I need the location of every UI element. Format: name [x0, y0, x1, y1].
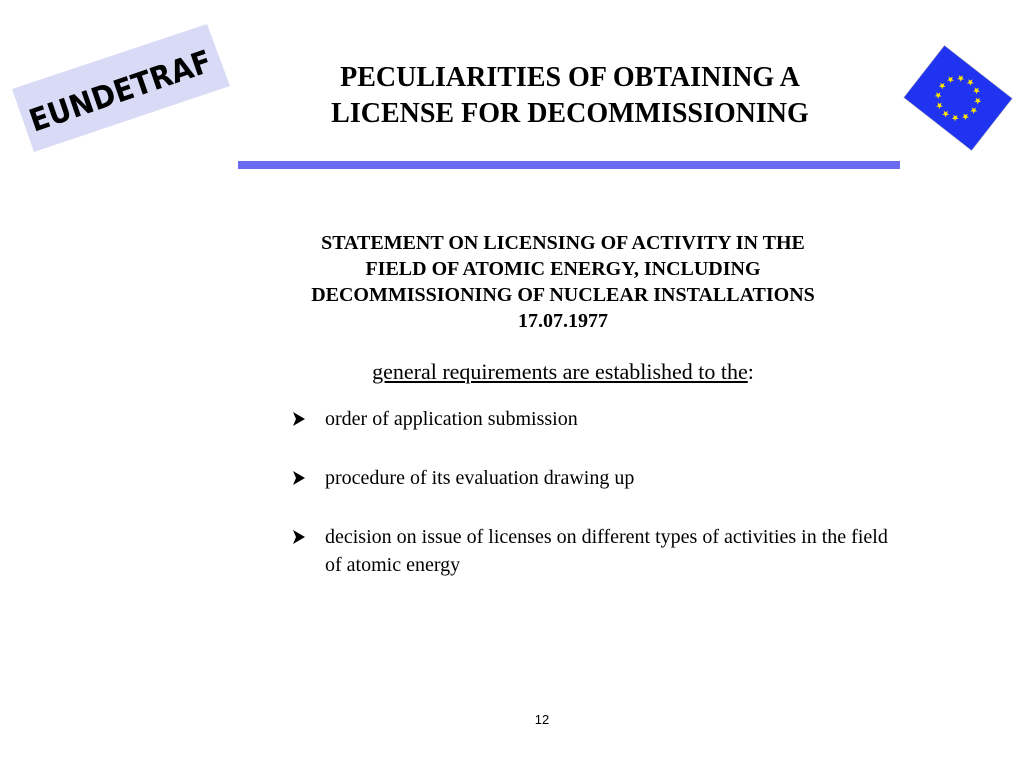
- requirements-intro-text: general requirements are established to the: [372, 359, 748, 384]
- eu-flag-graphic: [900, 42, 1020, 154]
- arrow-bullet-icon: [293, 471, 305, 485]
- list-item: [293, 523, 893, 579]
- statement-heading: [222, 230, 904, 334]
- title-line-2: LICENSE FOR DECOMMISSIONING: [331, 98, 809, 129]
- list-item: [293, 405, 893, 433]
- arrow-bullet-icon: [293, 412, 305, 426]
- statement-line-2: FIELD OF ATOMIC ENERGY, INCLUDING: [365, 258, 761, 280]
- statement-line-3: DECOMMISSIONING OF NUCLEAR INSTALLATIONS: [311, 284, 815, 306]
- list-item-text: decision on issue of licenses on different types of activities in the field of atomic energy: [325, 526, 888, 576]
- logo-text: EUNDETRAF: [24, 37, 230, 140]
- statement-date: 17.07.1977: [518, 310, 608, 332]
- eundetraf-logo: [12, 24, 230, 152]
- eu-flag-icon: [900, 42, 1020, 154]
- requirements-intro-colon: :: [747, 359, 754, 384]
- page-number: 12: [534, 712, 550, 727]
- requirements-intro: [222, 358, 904, 386]
- list-item-text: procedure of its evaluation drawing up: [325, 467, 635, 489]
- statement-line-1: STATEMENT ON LICENSING OF ACTIVITY IN THE: [321, 232, 805, 254]
- title-line-1: PECULIARITIES OF OBTAINING A: [340, 62, 800, 93]
- requirements-list: [293, 405, 893, 610]
- eundetraf-logo-graphic: [12, 24, 230, 152]
- title-divider: [238, 161, 900, 169]
- list-item: [293, 464, 893, 492]
- list-item-text: order of application submission: [325, 408, 578, 430]
- page-title: [240, 60, 900, 132]
- arrow-bullet-icon: [293, 530, 305, 544]
